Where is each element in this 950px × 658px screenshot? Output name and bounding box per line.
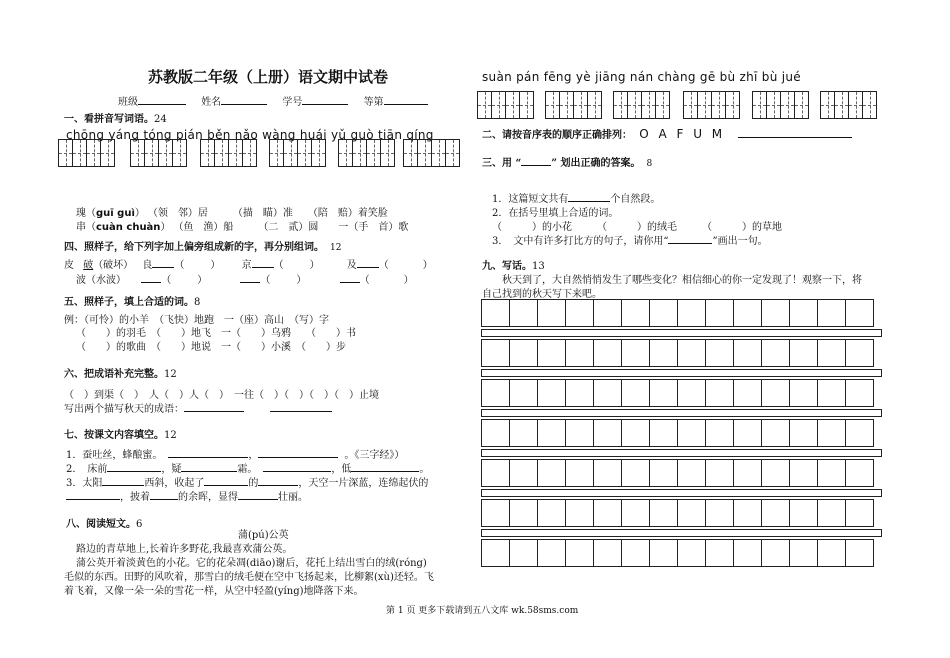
writing-cell[interactable]	[621, 339, 650, 367]
writing-cell[interactable]	[817, 459, 846, 487]
class-label: 班级	[118, 97, 138, 108]
section-6-row-2: 写出两个描写秋天的成语：	[64, 400, 332, 415]
section-6-heading: 六、把成语补充完整。12	[64, 369, 177, 380]
writing-cell[interactable]	[733, 339, 762, 367]
passage-paragraph-2-end: 着飞着，又像一朵一朵的雪花一样，从空中轻盈(yíng)地降落下来。	[64, 586, 364, 597]
char-grid[interactable]	[752, 91, 808, 119]
writing-row[interactable]	[481, 539, 873, 567]
writing-cell[interactable]	[621, 419, 650, 447]
char-grid[interactable]	[613, 91, 669, 119]
writing-cell[interactable]	[733, 419, 762, 447]
writing-cell[interactable]	[705, 539, 734, 567]
writing-cell[interactable]	[733, 459, 762, 487]
section-4-row-2: 波（水波） （ ） （ ） （ ）	[76, 271, 414, 286]
section-4-row-1: 皮 破（破坏） 良 （ ） 京 （ ） 及 （ ）	[64, 256, 433, 271]
writing-cell[interactable]	[593, 499, 622, 527]
writing-cell[interactable]	[705, 419, 734, 447]
writing-cell[interactable]	[845, 299, 874, 327]
section-7-line-3: 3．太阳 西斜，收起了 的 ，天空一片深蓝，连绵起伏的	[66, 474, 428, 489]
writing-cell[interactable]	[677, 459, 706, 487]
writing-cell[interactable]	[649, 379, 678, 407]
section-9-prompt-2: 自己找到的秋天写下来吧。	[482, 289, 602, 300]
question-2: 2．在括号里填上合适的词。	[492, 208, 619, 219]
writing-cell[interactable]	[481, 459, 510, 487]
writing-cell[interactable]	[733, 539, 762, 567]
choice-line-2: 串（cuàn chuàn） （鱼 渔）船 （二 贰）圆 一（手 首）歌	[76, 222, 409, 233]
row-separator	[481, 489, 882, 497]
writing-cell[interactable]	[817, 339, 846, 367]
row-separator	[481, 329, 882, 337]
writing-cell[interactable]	[565, 379, 594, 407]
row-separator	[481, 409, 882, 417]
writing-cell[interactable]	[761, 499, 790, 527]
choice-line-1: 瑰（guī guì） （领 邻）居 （描 瞄）准 （陪 赔）着笑脸	[76, 208, 388, 219]
writing-cell[interactable]	[845, 539, 874, 567]
writing-cell[interactable]	[509, 539, 538, 567]
writing-cell[interactable]	[761, 299, 790, 327]
writing-cell[interactable]	[565, 539, 594, 567]
name-label: 姓名	[201, 97, 222, 108]
writing-cell[interactable]	[593, 419, 622, 447]
letters-to-sort: O A F U M	[639, 127, 726, 141]
writing-cell[interactable]	[705, 299, 734, 327]
writing-cell[interactable]	[537, 339, 566, 367]
writing-cell[interactable]	[481, 419, 510, 447]
writing-cell[interactable]	[817, 379, 846, 407]
writing-cell[interactable]	[733, 499, 762, 527]
passage-paragraph-2: 蒲公英开着淡黄色的小花。它的花朵凋(diāo)谢后，花托上结出雪白的绒(róng)	[76, 558, 427, 569]
writing-cell[interactable]	[789, 339, 818, 367]
writing-cell[interactable]	[509, 419, 538, 447]
writing-cell[interactable]	[789, 379, 818, 407]
section-5-example: 例：（可怜）的小羊 （飞快）地跑 一（座）高山 （写）字	[64, 315, 329, 326]
row-separator	[481, 529, 882, 537]
writing-cell[interactable]	[593, 459, 622, 487]
name-blank[interactable]	[221, 94, 267, 105]
writing-cell[interactable]	[649, 339, 678, 367]
writing-cell[interactable]	[817, 499, 846, 527]
writing-cell[interactable]	[705, 459, 734, 487]
student-info	[118, 93, 428, 108]
writing-cell[interactable]	[789, 419, 818, 447]
page-footer: 第 1 页 更多下载请到五八文库 wk.58sms.com	[386, 606, 579, 616]
writing-cell[interactable]	[509, 499, 538, 527]
writing-cell[interactable]	[817, 419, 846, 447]
passage-title: 蒲(pú)公英	[238, 530, 289, 541]
writing-cell[interactable]	[705, 499, 734, 527]
writing-cell[interactable]	[845, 459, 874, 487]
writing-cell[interactable]	[621, 379, 650, 407]
section-1-pinyin: chōng yáng tóng pián běn nǎo wàng huái yǔ guò tiān qíng	[66, 128, 434, 142]
page-title: 苏教版二年级（上册）语文期中试卷	[148, 68, 389, 86]
right-pinyin: suàn pán fēng yè jiāng nán chàng gē bù zhī bù jué	[482, 70, 801, 84]
section-3-heading: 三、用 “ ” 划出正确的答案。 8	[482, 154, 652, 169]
section-5-heading: 五、照样子，填上合适的词。8	[64, 297, 201, 308]
char-grid[interactable]	[545, 91, 601, 119]
writing-cell[interactable]	[677, 419, 706, 447]
writing-cell[interactable]	[845, 379, 874, 407]
section-5-row-2: （ ）的歌曲 （ ）地说 一（ ）小溪 （ ）步	[76, 342, 346, 353]
id-blank[interactable]	[302, 94, 348, 105]
writing-cell[interactable]	[593, 339, 622, 367]
writing-cell[interactable]	[481, 539, 510, 567]
writing-cell[interactable]	[677, 499, 706, 527]
char-grid[interactable]	[403, 139, 459, 167]
section-5-row-1: （ ）的羽毛 （ ）地飞 一（ ）乌鸦 （ ）书	[76, 328, 356, 339]
char-grid[interactable]	[338, 139, 394, 167]
writing-cell[interactable]	[649, 459, 678, 487]
section-6-row-1: （ ）到渠（ ） 人（ ）人（ ） 一往（ ）（ ）（ ）（ ）止境	[64, 390, 379, 401]
section-3-score: 8	[646, 159, 653, 169]
writing-cell[interactable]	[789, 299, 818, 327]
writing-cell[interactable]	[761, 379, 790, 407]
section-4-heading: 四、照样子，给下列字加上偏旁组成新的字，再分别组词。 12	[64, 242, 342, 253]
writing-cell[interactable]	[621, 539, 650, 567]
writing-cell[interactable]	[761, 459, 790, 487]
char-grid[interactable]	[269, 139, 325, 167]
writing-cell[interactable]	[649, 499, 678, 527]
writing-cell[interactable]	[649, 419, 678, 447]
writing-cell[interactable]	[481, 339, 510, 367]
section-5-score: 8	[194, 297, 201, 308]
question-3: 3． 文中有许多打比方的句子，请你用“ ”画出一句。	[492, 232, 768, 247]
writing-cell[interactable]	[705, 379, 734, 407]
writing-cell[interactable]	[565, 459, 594, 487]
writing-cell[interactable]	[481, 499, 510, 527]
writing-row[interactable]	[481, 339, 873, 367]
section-2-heading: 二、请按音序表的顺序正确排列： O A F U M	[482, 126, 852, 141]
writing-row[interactable]	[481, 419, 873, 447]
section-9-heading: 九、写话。13	[482, 261, 545, 272]
char-grid[interactable]	[477, 91, 533, 119]
writing-cell[interactable]	[537, 499, 566, 527]
question-2-blanks: （ ）的小花 （ ）的绒毛 （ ）的草地	[492, 222, 782, 233]
writing-row[interactable]	[481, 379, 873, 407]
writing-cell[interactable]	[789, 499, 818, 527]
section-6-score: 12	[164, 369, 177, 380]
section-8-heading: 八、阅读短文。6	[66, 519, 143, 530]
writing-row[interactable]	[481, 499, 873, 527]
section-9-score: 13	[532, 261, 545, 272]
section-7-line-1: 1．蚕吐丝，蜂酿蜜。 ， 。《三字经》）	[66, 446, 404, 461]
writing-cell[interactable]	[593, 299, 622, 327]
writing-cell[interactable]	[677, 299, 706, 327]
writing-cell[interactable]	[621, 459, 650, 487]
passage-paragraph-2-cont: 毛似的东西。田野的风吹着，那雪白的绒毛便在空中飞扬起来，比柳絮(xù)还轻。飞	[64, 572, 434, 583]
writing-cell[interactable]	[537, 459, 566, 487]
writing-cell[interactable]	[565, 299, 594, 327]
writing-cell[interactable]	[649, 539, 678, 567]
writing-cell[interactable]	[509, 459, 538, 487]
char-grid[interactable]	[200, 139, 256, 167]
writing-cell[interactable]	[733, 379, 762, 407]
section-1-heading: 一、看拼音写词语。24	[64, 114, 167, 125]
writing-cell[interactable]	[537, 379, 566, 407]
writing-cell[interactable]	[481, 299, 510, 327]
writing-cell[interactable]	[537, 419, 566, 447]
writing-cell[interactable]	[845, 419, 874, 447]
writing-cell[interactable]	[509, 379, 538, 407]
writing-cell[interactable]	[761, 419, 790, 447]
writing-cell[interactable]	[817, 299, 846, 327]
section-8-score: 6	[136, 519, 143, 530]
writing-cell[interactable]	[677, 339, 706, 367]
writing-cell[interactable]	[789, 459, 818, 487]
grade-label: 等第	[363, 97, 384, 108]
writing-cell[interactable]	[537, 539, 566, 567]
writing-cell[interactable]	[705, 339, 734, 367]
char-grid[interactable]	[130, 139, 186, 167]
writing-row[interactable]	[481, 299, 873, 327]
section-7-line-4: ，披着 的余晖，显得 壮丽。	[66, 488, 308, 503]
section-1-score: 24	[154, 114, 167, 125]
row-separator	[481, 369, 882, 377]
writing-cell[interactable]	[565, 339, 594, 367]
writing-cell[interactable]	[789, 539, 818, 567]
writing-cell[interactable]	[845, 339, 874, 367]
passage-paragraph-1: 路边的青草地上,长着许多野花,我最喜欢蒲公英。	[76, 544, 293, 555]
char-grid[interactable]	[820, 91, 876, 119]
grade-blank[interactable]	[384, 94, 428, 105]
section-9-prompt-1: 秋天到了，大自然悄悄发生了哪些变化？相信细心的你一定发现了！观察一下，将	[502, 275, 862, 286]
writing-cell[interactable]	[509, 339, 538, 367]
question-1: 1．这篇短文共有 个自然段。	[492, 190, 660, 205]
section-4-score: 12	[330, 243, 342, 253]
writing-cell[interactable]	[481, 379, 510, 407]
writing-cell[interactable]	[537, 299, 566, 327]
id-label: 学号	[282, 97, 303, 108]
section-7-heading: 七、按课文内容填空。12	[64, 430, 177, 441]
writing-row[interactable]	[481, 459, 873, 487]
char-grid[interactable]	[683, 91, 739, 119]
writing-cell[interactable]	[761, 539, 790, 567]
row-separator	[481, 449, 882, 457]
order-answer-blank[interactable]	[738, 127, 852, 138]
writing-cell[interactable]	[677, 539, 706, 567]
writing-cell[interactable]	[761, 339, 790, 367]
writing-cell[interactable]	[677, 379, 706, 407]
writing-cell[interactable]	[565, 499, 594, 527]
writing-cell[interactable]	[593, 379, 622, 407]
writing-cell[interactable]	[817, 539, 846, 567]
writing-cell[interactable]	[509, 299, 538, 327]
writing-cell[interactable]	[593, 539, 622, 567]
section-7-score: 12	[164, 430, 177, 441]
writing-cell[interactable]	[621, 299, 650, 327]
class-blank[interactable]	[138, 94, 186, 105]
writing-cell[interactable]	[733, 299, 762, 327]
char-grid[interactable]	[58, 139, 114, 167]
writing-cell[interactable]	[845, 499, 874, 527]
writing-cell[interactable]	[649, 299, 678, 327]
section-7-line-2: 2． 床前 ，疑 霜。 ，低 。	[66, 460, 429, 475]
writing-cell[interactable]	[621, 499, 650, 527]
writing-cell[interactable]	[565, 419, 594, 447]
